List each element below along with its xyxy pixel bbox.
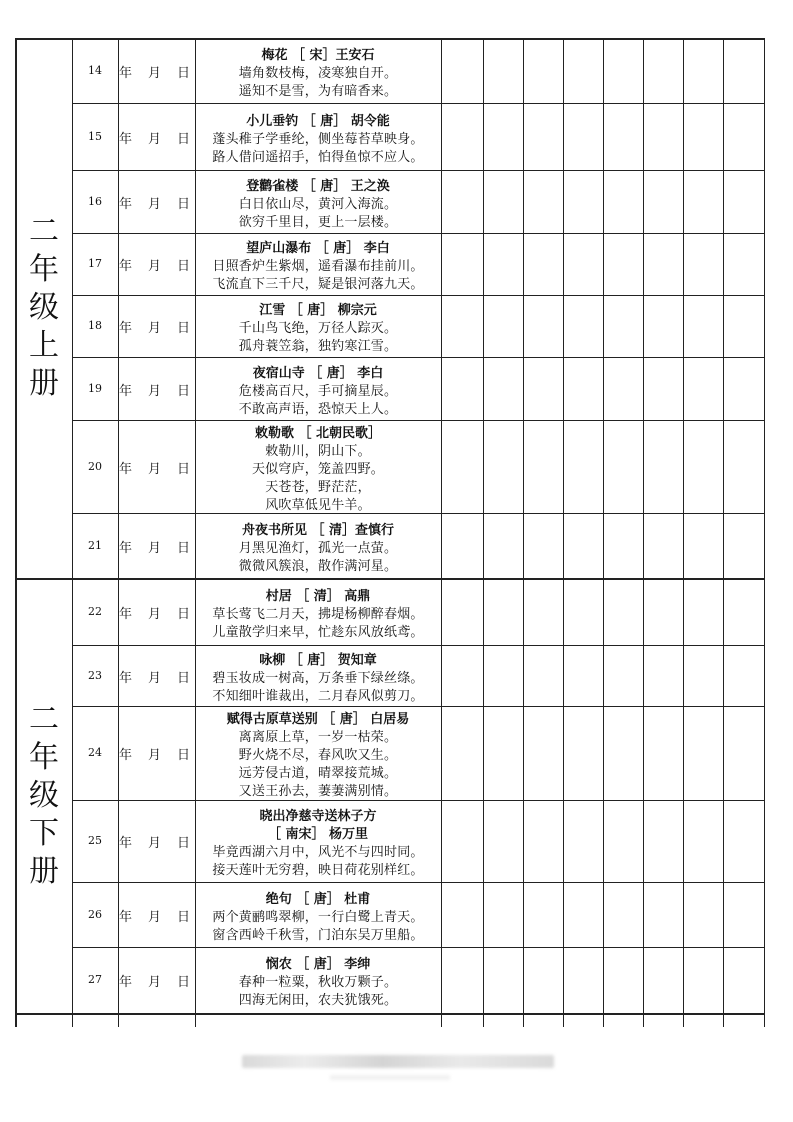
poem-line: 离离原上草，一岁一枯荣。 (238, 730, 398, 745)
column-line (483, 38, 484, 1027)
grade-label-char: 年 (29, 739, 59, 775)
poem-title: 敕勒歌 ［ 北朝民歌］ (254, 425, 382, 441)
row-line (15, 1013, 765, 1015)
poem-title: 赋得古原草送别 ［ 唐］ 白居易 (226, 712, 410, 727)
row-number: 19 (88, 381, 102, 395)
date-year-label: 年 (119, 259, 133, 274)
row-line (72, 947, 765, 948)
column-line (764, 38, 765, 1027)
grade-label-char: 册 (29, 853, 59, 889)
poem-line: 不知细叶谁裁出，二月春风似剪刀。 (212, 688, 424, 704)
row-line (72, 706, 765, 707)
date-month-label: 月 (148, 383, 162, 399)
poem-line: 危楼高百尺，手可摘星辰。 (238, 383, 398, 399)
poem-line: 碧玉妆成一树高，万条垂下绿丝绦。 (212, 670, 424, 686)
blurred-footer-text-secondary (330, 1075, 450, 1080)
poem-line: 四海无闲田，农夫犹饿死。 (238, 993, 398, 1008)
date-year-label: 年 (119, 131, 133, 147)
poem-author: ［ 南宋］ 杨万里 (267, 827, 369, 842)
column-line (723, 38, 724, 1027)
date-month-label: 月 (148, 321, 162, 336)
date-day-label: 日 (177, 748, 191, 763)
date-month-label: 月 (148, 909, 162, 925)
row-number: 25 (88, 834, 102, 847)
date-month-label: 月 (148, 65, 162, 81)
date-month-label: 月 (148, 975, 162, 990)
row-line (72, 103, 765, 104)
row-number: 17 (88, 257, 102, 270)
poem-line: 飞流直下三千尺，疑是银河落九天。 (212, 277, 424, 292)
grade-label-char: 年 (29, 252, 59, 287)
row-line (72, 170, 765, 171)
grade-label-char: 级 (29, 290, 59, 325)
date-day-label: 日 (177, 975, 191, 990)
date-year-label: 年 (119, 196, 133, 212)
row-number: 15 (88, 129, 102, 143)
date-day-label: 日 (177, 65, 191, 81)
poem-title: 登鹳雀楼 ［ 唐］ 王之涣 (246, 178, 390, 194)
poem-title: 夜宿山寺 ［ 唐］ 李白 (252, 365, 384, 381)
poem-title: 小儿垂钓 ［ 唐］ 胡令能 (246, 113, 390, 129)
row-number: 21 (88, 538, 102, 552)
poem-title: 望庐山瀑布 ［ 唐］ 李白 (246, 241, 390, 256)
grade-label-char: 册 (29, 366, 59, 401)
column-line (603, 38, 604, 1027)
date-year-label: 年 (119, 606, 133, 622)
poem-line: 儿童散学归来早，忙趁东风放纸鸢。 (212, 624, 424, 640)
poem-title: 村居 ［ 清］ 高鼎 (265, 588, 371, 604)
poem-title: 梅花 ［ 宋］王安石 (261, 47, 375, 63)
date-year-label: 年 (119, 909, 133, 925)
poem-line: 孤舟蓑笠翁，独钓寒江雪。 (238, 339, 398, 354)
date-year-label: 年 (119, 383, 133, 399)
row-number: 22 (88, 604, 102, 618)
date-day-label: 日 (177, 909, 191, 925)
poem-title: 晓出净慈寺送林子方 (259, 809, 377, 824)
grade-label-char: 下 (29, 815, 59, 851)
grade-label-char: 二 (29, 701, 59, 737)
row-line (15, 578, 765, 580)
poem-line: 路人借问遥招手，怕得鱼惊不应人。 (212, 149, 424, 165)
poem-line: 窗含西岭千秋雪，门泊东吴万里船。 (212, 927, 424, 943)
date-month-label: 月 (148, 670, 162, 686)
poem-line: 不敢高声语，恐惊天上人。 (238, 401, 398, 417)
row-line (72, 800, 765, 801)
poem-line: 白日依山尽，黄河入海流。 (238, 196, 398, 212)
poem-line: 月黑见渔灯，孤光一点萤。 (238, 540, 398, 556)
date-day-label: 日 (177, 321, 191, 336)
poem-title: 舟夜书所见 ［ 清］查慎行 (241, 522, 395, 538)
grade-label-char: 级 (29, 777, 59, 813)
poem-line: 千山鸟飞绝，万径人踪灭。 (238, 321, 398, 336)
poem-line: 毕竟西湖六月中，风光不与四时同。 (212, 845, 424, 860)
poem-line: 又送王孙去，萋萋满别情。 (238, 784, 398, 799)
column-line (441, 38, 442, 1027)
date-year-label: 年 (119, 836, 133, 851)
row-number: 20 (88, 459, 102, 473)
table-top-border (15, 38, 765, 40)
grade-label-char: 上 (29, 328, 59, 363)
date-month-label: 月 (148, 748, 162, 763)
poem-line: 欲穷千里目，更上一层楼。 (238, 214, 398, 230)
poem-line: 春种一粒粟，秋收万颗子。 (238, 975, 398, 990)
row-number: 14 (88, 63, 102, 77)
row-number: 26 (88, 907, 102, 921)
column-line (523, 38, 524, 1027)
poem-title: 绝句 ［ 唐］ 杜甫 (265, 891, 371, 907)
grade-label-char: 二 (29, 214, 59, 249)
date-day-label: 日 (177, 196, 191, 212)
poem-line: 敕勒川，阴山下。 (265, 443, 371, 459)
date-month-label: 月 (148, 131, 162, 147)
column-line (72, 38, 73, 1027)
date-year-label: 年 (119, 65, 133, 81)
row-number: 24 (88, 746, 102, 759)
poem-line: 远芳侵古道，晴翠接荒城。 (238, 766, 398, 781)
row-line (72, 645, 765, 646)
date-day-label: 日 (177, 540, 191, 556)
column-line (563, 38, 564, 1027)
date-day-label: 日 (177, 383, 191, 399)
column-line (643, 38, 644, 1027)
date-year-label: 年 (119, 748, 133, 763)
poem-title: 咏柳 ［ 唐］ 贺知章 (259, 652, 377, 668)
poem-line: 日照香炉生紫烟，遥看瀑布挂前川。 (212, 259, 424, 274)
date-day-label: 日 (177, 670, 191, 686)
row-line (72, 295, 765, 296)
row-number: 18 (88, 319, 102, 332)
date-day-label: 日 (177, 606, 191, 622)
row-number: 16 (88, 194, 102, 208)
blurred-footer-text (242, 1055, 554, 1068)
date-day-label: 日 (177, 836, 191, 851)
date-year-label: 年 (119, 540, 133, 556)
date-month-label: 月 (148, 540, 162, 556)
row-number: 23 (88, 668, 102, 682)
poem-line: 两个黄鹂鸣翠柳，一行白鹭上青天。 (212, 909, 424, 925)
poem-line: 墙角数枝梅，凌寒独自开。 (238, 65, 398, 81)
poem-line: 野火烧不尽，春风吹又生。 (238, 748, 398, 763)
poem-line: 微微风簇浪，散作满河星。 (238, 558, 398, 574)
poem-line: 草长莺飞二月天，拂堤杨柳醉春烟。 (212, 606, 424, 622)
poem-line: 接天莲叶无穷碧，映日荷花别样红。 (212, 863, 424, 878)
date-year-label: 年 (119, 670, 133, 686)
row-number: 27 (88, 973, 102, 986)
column-line (683, 38, 684, 1027)
date-month-label: 月 (148, 461, 162, 477)
row-line (72, 882, 765, 883)
date-year-label: 年 (119, 321, 133, 336)
poem-title: 江雪 ［ 唐］ 柳宗元 (259, 303, 377, 318)
date-year-label: 年 (119, 975, 133, 990)
row-line (72, 513, 765, 514)
row-line (72, 357, 765, 358)
row-line (72, 233, 765, 234)
date-month-label: 月 (148, 196, 162, 212)
date-month-label: 月 (148, 259, 162, 274)
column-line (118, 38, 119, 1027)
poem-title: 悯农 ［ 唐］ 李绅 (265, 957, 371, 972)
date-month-label: 月 (148, 836, 162, 851)
date-day-label: 日 (177, 461, 191, 477)
date-year-label: 年 (119, 461, 133, 477)
poem-line: 遥知不是雪，为有暗香来。 (238, 83, 398, 99)
poem-line: 天苍苍，野茫茫， (265, 479, 371, 495)
date-month-label: 月 (148, 606, 162, 622)
poem-line: 风吹草低见牛羊。 (265, 497, 371, 513)
date-day-label: 日 (177, 259, 191, 274)
date-day-label: 日 (177, 131, 191, 147)
poem-line: 天似穹庐，笼盖四野。 (251, 461, 384, 477)
poem-line: 蓬头稚子学垂纶，侧坐莓苔草映身。 (212, 131, 424, 147)
